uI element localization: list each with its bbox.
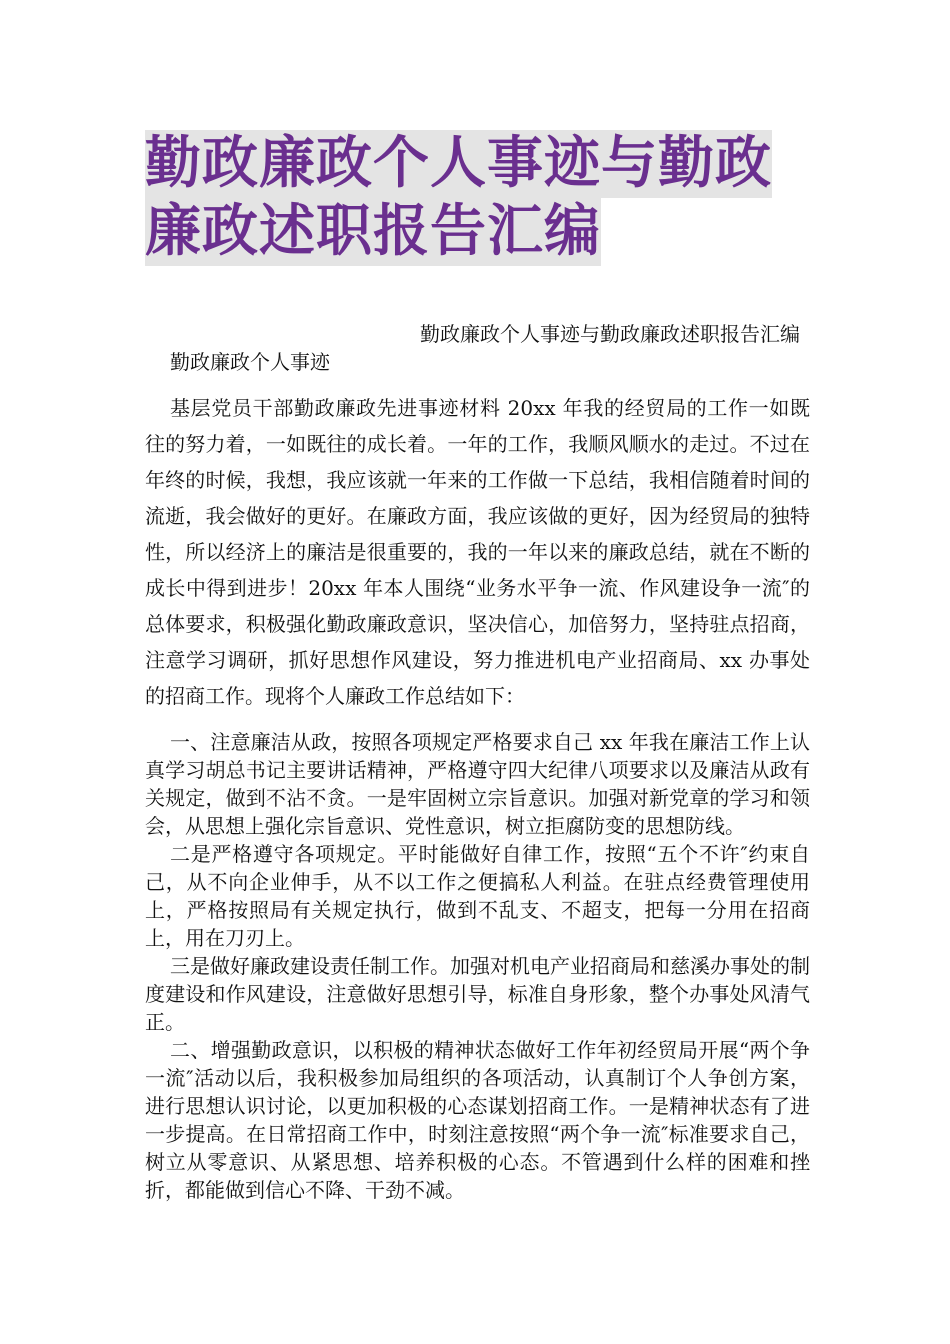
title-line-1: 勤政廉政个人事迹与勤政 (145, 131, 772, 196)
document-subtitle: 勤政廉政个人事迹与勤政廉政述职报告汇编 (420, 322, 800, 346)
section-title: 勤政廉政个人事迹 (170, 350, 330, 374)
paragraph-responsibility: 三是做好廉政建设责任制工作。加强对机电产业招商局和慈溪办事处的制度建设和作风建设，注意做好思想引导，标准自身形象，整个办事处风清气正。 (145, 954, 810, 1034)
paragraph-intro: 基层党员干部勤政廉政先进事迹材料 20xx 年我的经贸局的工作一如既往的努力着，一如既往的成长着。一年的工作，我顺风顺水的走过。不过在年终的时候，我想，我应该就一年来的工作做一下总结，我相信随着时间的流逝，我会做好的更好。在廉政方面，我应该做的更好，因为经贸局的独特性，所以经济上的廉洁是很重要的，我的一年以来的廉政总结，就在不断的成长中得到进步！20xx 年本人围绕“业务水平争一流、作风建设争一流″的总体要求，积极强化勤政廉政意识，坚决信心，加倍努力，坚持驻点招商，注意学习调研，抓好思想作风建设，努力推进机电产业招商局、xx 办事处的招商工作。现将个人廉政工作总结如下： (145, 396, 810, 708)
document-body (145, 320, 810, 1204)
paragraph-diligence: 二、增强勤政意识，以积极的精神状态做好工作年初经贸局开展“两个争一流″活动以后，我积极参加局组织的各项活动，认真制订个人争创方案，进行思想认识讨论，以更加积极的心态谋划招商工作。一是精神状态有了进一步提高。在日常招商工作中，时刻注意按照“两个争一流″标准要求自己，树立从零意识、从紧思想、培养积极的心态。不管遇到什么样的困难和挫折，都能做到信心不降、干劲不减。 (145, 1038, 810, 1202)
document-title (145, 130, 825, 266)
paragraph-integrity: 一、注意廉洁从政，按照各项规定严格要求自己 xx 年我在廉洁工作上认真学习胡总书记主要讲话精神，严格遵守四大纪律八项要求以及廉洁从政有关规定，做到不沾不贪。一是牢固树立宗旨意识。加强对新党章的学习和领会，从思想上强化宗旨意识、党性意识，树立拒腐防变的思想防线。 (145, 730, 810, 838)
paragraph-regulations: 二是严格遵守各项规定。平时能做好自律工作，按照“五个不许″约束自己，从不向企业伸手，从不以工作之便搞私人利益。在驻点经费管理使用上，严格按照局有关规定执行，做到不乱支、不超支，把每一分用在招商上，用在刀刃上。 (145, 842, 810, 950)
title-line-2: 廉政述职报告汇编 (145, 199, 601, 264)
